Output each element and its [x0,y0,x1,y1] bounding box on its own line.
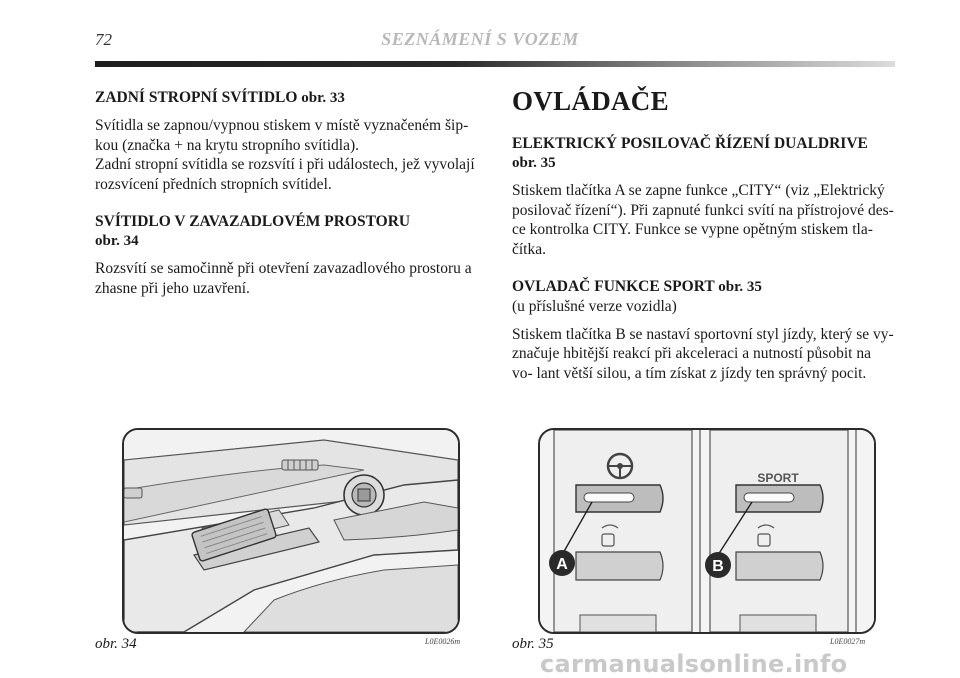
figure-code: L0E0026m [425,637,461,646]
watermark: carmanualsonline.info [540,650,848,678]
figure-34-luggage-light [122,428,460,634]
figure-caption: obr. 34 [95,636,137,652]
section-title-luggage-light [95,212,477,251]
section-title-text: ELEKTRICKÝ POSILOVAČ ŘÍZENÍ DUALDRIVE [512,135,868,152]
figure-reference: obr. 34 [95,233,139,249]
header-rule [95,61,895,67]
paragraph: Rozsvítí se samočinně při otevření zavazadlového prostoru a zhasne při jeho uzavření. [95,260,472,297]
paragraph: Stiskem tlačítka B se nastaví sportovní styl jízdy, který se vy- značuje hbitější reakcí při akceleraci a nutností působit na vo- lant větší silou, a tím získat z jízdy ten správný pocit. [512,325,894,382]
page-number: 72 [95,30,112,49]
running-header: SEZNÁMENÍ S VOZEM [381,29,579,49]
section-title-text: OVLADAČ FUNKCE SPORT [512,278,715,295]
chapter-title: OVLÁDAČE [512,86,669,116]
version-note: (u příslušné verze vozidla) [512,298,677,315]
figure-reference: obr. 33 [301,90,345,106]
luggage-light-illustration [124,430,458,632]
section-title-text: SVÍTIDLO V ZAVAZADLOVÉM PROSTORU [95,213,411,230]
section-title-sport [512,277,894,297]
figure-reference: obr. 35 [718,279,762,295]
paragraph: Zadní stropní svítidla se rozsvítí i při událostech, jež vyvolají rozsvícení předních stropních svítidel. [95,156,475,193]
right-column [512,86,894,383]
section-title-rear-ceiling-light [95,88,477,108]
figure-reference: obr. 35 [512,155,556,171]
paragraph: Svítidla se zapnou/vypnou stiskem v místě vyznačeném šip- kou (značka + na krytu stropního svítidla). [95,117,469,154]
left-column [95,88,477,298]
callout-b: B [712,558,724,575]
figure-caption: obr. 35 [512,636,554,652]
callout-a: A [556,556,568,573]
paragraph: Stiskem tlačítka A se zapne funkce „CITY“ (viz „Elektrický posilovač řízení“). Při zapnuté funkci svítí na přístrojové des- ce kontrolka CITY. Funkce se vypne opětným stiskem tla- čítka. [512,182,894,258]
controls-illustration [540,430,874,632]
figure-35-controls [538,428,876,634]
sport-label: SPORT [757,471,799,485]
figure-code: L0E0027m [830,637,866,646]
section-title-text: ZADNÍ STROPNÍ SVÍTIDLO [95,89,298,106]
sport-button [736,485,823,512]
section-title-dualdrive [512,134,894,173]
